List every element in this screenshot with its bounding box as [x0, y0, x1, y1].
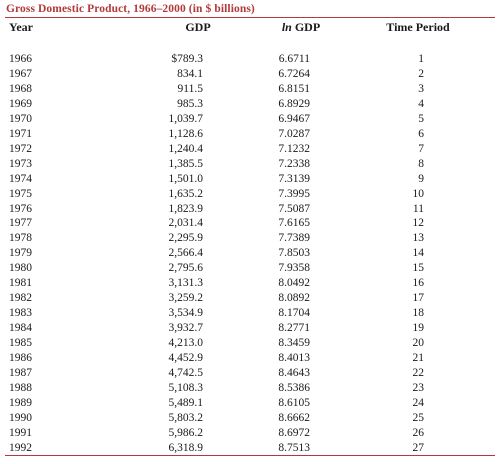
gdp-cell: 3,131.3	[168, 277, 203, 290]
gdp-cell: 5,489.1	[168, 396, 203, 409]
table-row	[0, 82, 501, 97]
gdp-cell: 3,259.2	[168, 292, 203, 305]
table-row	[0, 441, 501, 456]
year-cell: 1991	[9, 426, 32, 439]
table-row	[0, 187, 501, 202]
time-period-cell: 4	[418, 97, 424, 110]
ln-gdp-cell: 7.9358	[278, 262, 310, 275]
year-cell: 1967	[9, 67, 32, 80]
gdp-cell: 834.1	[177, 67, 203, 80]
ln-gdp-cell: 8.1704	[278, 307, 310, 320]
ln-gdp-cell: 7.3995	[278, 187, 310, 200]
year-cell: 1973	[9, 157, 32, 170]
ln-gdp-cell: 8.0492	[278, 277, 310, 290]
year-cell: 1988	[9, 381, 32, 394]
year-cell: 1981	[9, 277, 32, 290]
ln-gdp-cell: 7.1232	[278, 142, 310, 155]
table-row	[0, 411, 501, 426]
gdp-cell: 1,128.6	[168, 127, 203, 140]
gdp-cell: 4,213.0	[168, 337, 203, 350]
table-row	[0, 336, 501, 351]
time-period-cell: 24	[412, 396, 424, 409]
header-year: Year	[9, 20, 33, 34]
time-period-cell: 7	[418, 142, 424, 155]
year-cell: 1978	[9, 232, 32, 245]
time-period-cell: 20	[412, 337, 424, 350]
table-row	[0, 396, 501, 411]
gdp-cell: 985.3	[177, 97, 203, 110]
year-cell: 1966	[9, 53, 32, 65]
bottom-rule	[5, 455, 495, 456]
table-row	[0, 127, 501, 142]
time-period-cell: 3	[418, 82, 424, 95]
table-row	[0, 202, 501, 217]
table-row	[0, 142, 501, 157]
time-period-cell: 6	[418, 127, 424, 140]
gdp-cell: $789.3	[171, 53, 203, 65]
time-period-cell: 27	[412, 441, 424, 454]
year-cell: 1975	[9, 187, 32, 200]
gdp-cell: 1,039.7	[168, 112, 203, 125]
top-rule	[5, 17, 495, 18]
table-row	[0, 216, 501, 231]
gdp-cell: 1,635.2	[168, 187, 203, 200]
table-row	[0, 246, 501, 261]
time-period-cell: 2	[418, 67, 424, 80]
time-period-cell: 21	[412, 352, 424, 364]
year-cell: 1980	[9, 262, 32, 275]
year-cell: 1985	[9, 337, 32, 350]
table-row	[0, 321, 501, 336]
year-cell: 1969	[9, 97, 32, 110]
gdp-cell: 5,803.2	[168, 411, 203, 424]
time-period-cell: 1	[418, 53, 424, 65]
ln-gdp-cell: 6.9467	[278, 112, 310, 125]
table-row	[0, 231, 501, 246]
ln-gdp-cell: 8.2771	[278, 322, 310, 335]
header-ln-gdp	[268, 20, 334, 35]
gdp-cell: 4,742.5	[168, 366, 203, 379]
table-row	[0, 172, 501, 187]
time-period-cell: 13	[412, 232, 424, 245]
time-period-cell: 5	[418, 112, 424, 125]
time-period-cell: 8	[418, 157, 424, 170]
ln-gdp-cell: 8.6662	[278, 411, 310, 424]
ln-gdp-cell: 7.7389	[278, 232, 310, 245]
header-ln-suffix: GDP	[291, 20, 321, 34]
ln-gdp-cell: 6.8929	[278, 97, 310, 110]
gdp-cell: 6,318.9	[168, 441, 203, 454]
ln-gdp-cell: 7.3139	[278, 172, 310, 185]
table-title: Gross Domestic Product, 1966–2000 (in $ billions)	[6, 3, 255, 15]
ln-gdp-cell: 8.4643	[278, 366, 310, 379]
ln-gdp-cell: 8.5386	[278, 381, 310, 394]
time-period-cell: 17	[412, 292, 424, 305]
year-cell: 1977	[9, 217, 32, 230]
year-cell: 1968	[9, 82, 32, 95]
ln-gdp-cell: 6.6711	[278, 53, 310, 65]
gdp-cell: 1,385.5	[168, 157, 203, 170]
table-row	[0, 97, 501, 112]
year-cell: 1992	[9, 441, 32, 454]
time-period-cell: 18	[412, 307, 424, 320]
table-row	[0, 157, 501, 172]
ln-gdp-cell: 6.7264	[278, 67, 310, 80]
gdp-cell: 3,932.7	[168, 322, 203, 335]
year-cell: 1982	[9, 292, 32, 305]
table-row	[0, 306, 501, 321]
ln-gdp-cell: 8.7513	[278, 441, 310, 454]
time-period-cell: 26	[412, 426, 424, 439]
table-row	[0, 67, 501, 82]
ln-gdp-cell: 8.4013	[278, 352, 310, 364]
year-cell: 1986	[9, 352, 32, 364]
year-cell: 1974	[9, 172, 32, 185]
table-row	[0, 112, 501, 127]
header-ln-prefix: ln	[281, 20, 292, 34]
time-period-cell: 10	[412, 187, 424, 200]
gdp-cell: 2,295.9	[168, 232, 203, 245]
gdp-cell: 5,986.2	[168, 426, 203, 439]
gdp-cell: 4,452.9	[168, 352, 203, 364]
time-period-cell: 23	[412, 381, 424, 394]
year-cell: 1976	[9, 202, 32, 215]
table-row	[0, 366, 501, 381]
table-row	[0, 52, 501, 67]
table-row	[0, 426, 501, 441]
ln-gdp-cell: 7.6165	[278, 217, 310, 230]
ln-gdp-cell: 7.8503	[278, 247, 310, 260]
header-time-period: Time Period	[386, 20, 450, 34]
time-period-cell: 9	[418, 172, 424, 185]
ln-gdp-cell: 8.6105	[278, 396, 310, 409]
gdp-cell: 3,534.9	[168, 307, 203, 320]
gdp-cell: 2,566.4	[168, 247, 203, 260]
gdp-cell: 2,031.4	[168, 217, 203, 230]
gdp-cell: 1,501.0	[168, 172, 203, 185]
time-period-cell: 25	[412, 411, 424, 424]
year-cell: 1984	[9, 322, 32, 335]
ln-gdp-cell: 8.0892	[278, 292, 310, 305]
header-gdp: GDP	[185, 20, 211, 34]
table-row	[0, 261, 501, 276]
ln-gdp-cell: 7.5087	[278, 202, 310, 215]
ln-gdp-cell: 6.8151	[278, 82, 310, 95]
time-period-cell: 22	[412, 366, 424, 379]
time-period-cell: 12	[412, 217, 424, 230]
time-period-cell: 15	[412, 262, 424, 275]
table-row	[0, 276, 501, 291]
ln-gdp-cell: 8.6972	[278, 426, 310, 439]
time-period-cell: 16	[412, 277, 424, 290]
gdp-cell: 911.5	[177, 82, 203, 95]
year-cell: 1972	[9, 142, 32, 155]
gdp-cell: 1,823.9	[168, 202, 203, 215]
gdp-cell: 5,108.3	[168, 381, 203, 394]
gdp-cell: 1,240.4	[168, 142, 203, 155]
time-period-cell: 14	[412, 247, 424, 260]
time-period-cell: 11	[412, 202, 424, 215]
ln-gdp-cell: 7.0287	[278, 127, 310, 140]
year-cell: 1970	[9, 112, 32, 125]
year-cell: 1989	[9, 396, 32, 409]
year-cell: 1990	[9, 411, 32, 424]
table-row	[0, 351, 501, 366]
table-row	[0, 291, 501, 306]
year-cell: 1971	[9, 127, 32, 140]
time-period-cell: 19	[412, 322, 424, 335]
ln-gdp-cell: 8.3459	[278, 337, 310, 350]
year-cell: 1983	[9, 307, 32, 320]
table-row	[0, 381, 501, 396]
year-cell: 1979	[9, 247, 32, 260]
ln-gdp-cell: 7.2338	[278, 157, 310, 170]
year-cell: 1987	[9, 366, 32, 379]
gdp-cell: 2,795.6	[168, 262, 203, 275]
